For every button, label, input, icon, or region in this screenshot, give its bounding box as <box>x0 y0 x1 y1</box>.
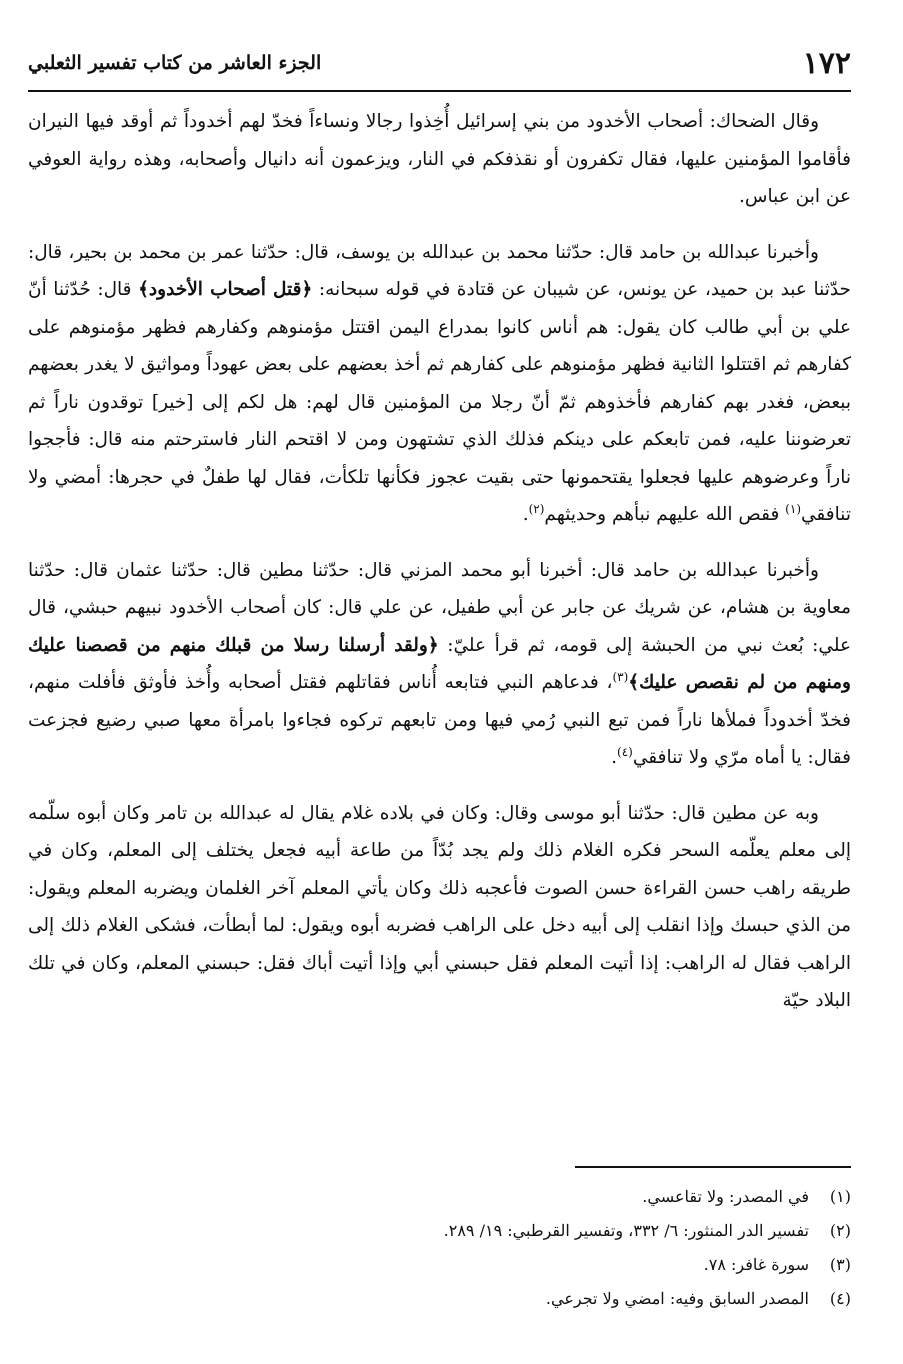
paragraph-text: . <box>611 747 618 768</box>
footnote-divider <box>575 1166 851 1168</box>
footnote-number: (١) <box>829 1187 851 1206</box>
page-number: ١٧٢ <box>802 46 851 81</box>
paragraph-text: وأخبرنا عبدالله بن حامد قال: أخبرنا أبو محمد المزني قال: حدّثنا مطين قال: حدّثنا عثمان قال: حدّثنا معاوية بن هشام، عن شريك عن جابر عن أبي طفيل، عن علي قال: كان أصحاب الأخدود نبيهم حبشي، قال علي: بُعث نبي من الحبشة إلى قومه، ثم قرأ عليّ: <box>28 559 851 656</box>
paragraph-text: وقال الضحاك: أصحاب الأخدود من بني إسرائيل أُخِذوا رجالا ونساءاً فخدّ لهم أخدوداً ثم أوقد فيها النيران فأقاموا المؤمنين عليها، فقال تكفرون أو نقذفكم في النار، ويزعمون أنه دانيال وأصحابه، وهذه رواية العوفي عن ابن عباس. <box>28 111 851 207</box>
footnote-ref: (٢) <box>528 501 545 516</box>
footnote-text: سورة غافر: ٧٨. <box>703 1255 809 1274</box>
quran-quote: ﴿ولقد أرسلنا رسلا من قبلك منهم من قصصنا عليك ومنهم من لم نقصص عليك﴾ <box>28 634 851 693</box>
paragraph-text: ، فدعاهم النبي فتابعه أُناس فقاتلهم فقتل أصحابه وأُخذ فأوثق فأفلت منهم، فخدّ أخدوداً فملأها ناراً فمن تبع النبي رُمي فيها ومن تابعهم تركوه فجاءوا بامرأة معها صبي رضيع فجزعت فقال: يا أماه مرّي ولا تنافقي <box>28 672 851 768</box>
footnote <box>28 1248 851 1282</box>
paragraph <box>28 552 851 777</box>
paragraph <box>28 234 851 534</box>
paragraph-text: وأخبرنا عبدالله بن حامد قال: حدّثنا محمد بن عبدالله بن يوسف، قال: حدّثنا عمر بن محمد بن بحير، قال: حدّثنا عبد بن حميد، عن يونس، عن شيبان عن قتادة في قوله سبحانه: <box>28 241 851 300</box>
paragraph <box>28 103 851 216</box>
footnote-number: (٢) <box>829 1221 851 1240</box>
footnote-text: المصدر السابق وفيه: امضي ولا تجرعي. <box>545 1289 809 1308</box>
footnotes <box>28 1180 851 1316</box>
paragraph <box>28 795 851 1020</box>
footnote-ref: (١) <box>785 501 801 516</box>
paragraph-text: فقص الله عليهم نبأهم وحديثهم <box>544 504 786 525</box>
page-header <box>28 44 851 92</box>
footnote <box>28 1214 851 1248</box>
footnote-ref: (٤) <box>617 744 633 759</box>
footnote-text: تفسير الدر المنثور: ٦/ ٣٣٢، وتفسير القرطبي: ١٩/ ٢٨٩. <box>443 1221 809 1240</box>
quran-quote: ﴿قتل أصحاب الأخدود﴾ <box>138 279 313 300</box>
running-title: الجزء العاشر من كتاب تفسير الثعلبي <box>28 52 322 74</box>
footnote <box>28 1180 851 1214</box>
paragraph-text: . <box>522 504 529 525</box>
footnote-text: في المصدر: ولا تقاعسي. <box>642 1187 809 1206</box>
paragraph-text: قال: حُدّثنا أنّ علي بن أبي طالب كان يقول: هم أناس كانوا بمدراع اليمن اقتتل مؤمنوهم وكفارهم فظهر مؤمنوهم على كفارهم ثم اقتتلوا الثانية فظهر مؤمنوهم على كفارهم ثم أخذ بعضهم على بعض عهوداً ومواثيق لا يغدر بعضهم ببعض، فغدر بهم كفارهم فأخذوهم ثمّ أنّ رجلا من المؤمنين قال لهم: هل لكم إلى [خير] توقدون ناراً ثم تعرضوننا عليه، فمن تابعكم على دينكم فذلك الذي تشتهون ومن لا اقتحم النار فاسترحتم منه قال: فأججوا ناراً وعرضوهم عليها فجعلوا يقتحمونها حتى بقيت عجوز فكأنها تلكأت، فقال لها طفلٌ في حجرها: أمضي ولا تنافقي <box>28 279 851 525</box>
footnote-ref: (٣) <box>612 669 629 684</box>
footnote <box>28 1282 851 1316</box>
paragraph-text: وبه عن مطين قال: حدّثنا أبو موسى وقال: وكان في بلاده غلام يقال له عبدالله بن تامر وكان أبوه سلّمه إلى معلم يعلّمه السحر فكره الغلام ذلك ولم يجد بُدّاً من طاعة أبيه فجعل يختلف إلى المعلم، وكان في طريقه راهب حسن القراءة حسن الصوت فأعجبه ذلك وكان يأتي المعلم آخر الغلمان ويضربه المعلم ويقول: من الذي حبسك وإذا انقلب إلى أبيه دخل على الراهب فضربه أبوه ويقول: لما أبطأت، فشكى الغلام ذلك إلى الراهب فقال له الراهب: إذا أتيت المعلم فقل حبسني أبي وإذا أتيت أباك فقل: حبسني المعلم، وكان في تلك البلاد حيّة <box>28 802 851 1011</box>
footnote-number: (٣) <box>829 1255 851 1274</box>
footnote-number: (٤) <box>829 1289 851 1308</box>
main-text <box>28 103 851 1038</box>
